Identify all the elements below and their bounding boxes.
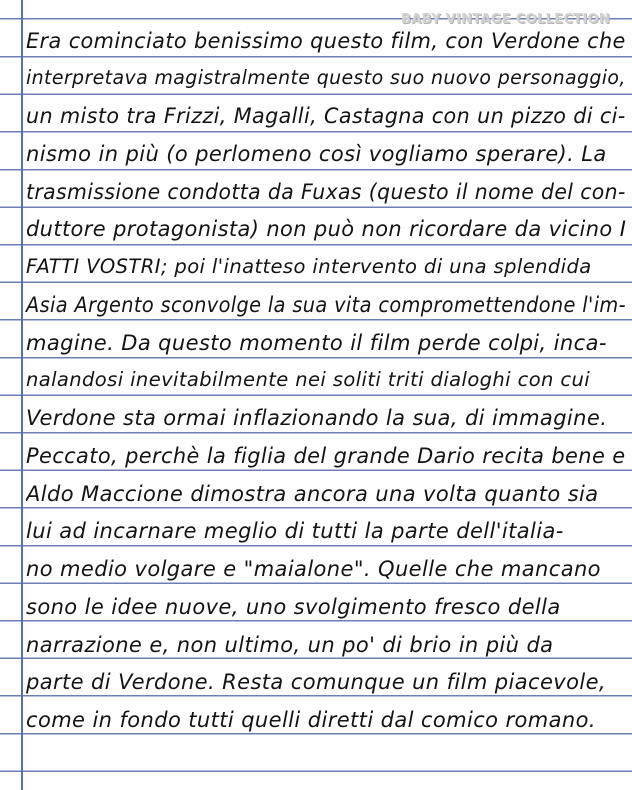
text-line-19: come in fondo tutti quelli diretti dal comico romano. [26, 708, 596, 732]
text-line-13: Aldo Maccione dimostra ancora una volta quanto sia [26, 482, 599, 506]
text-line-16: sono le idee nuove, uno svolgimento fresco della [26, 595, 561, 619]
text-line-14: lui ad incarnare meglio di tutti la parte dell'italia- [26, 519, 564, 543]
text-line-4: nismo in più (o perlomeno così vogliamo sperare). La [26, 142, 607, 166]
text-line-11: Verdone sta ormai inflazionando la sua, di immagine. [26, 406, 608, 430]
text-line-2: interpretava magistralmente questo suo nuovo personaggio, [26, 66, 626, 89]
text-line-17: narrazione e, non ultimo, un po' di brio in più da [26, 633, 554, 657]
text-line-7: FATTI VOSTRI; poi l'inatteso intervento di una splendida [26, 255, 592, 278]
text-line-3: un misto tra Frizzi, Magalli, Castagna con un pizzo di ci- [26, 104, 626, 128]
text-line-10: nalandosi inevitabilmente nei soliti triti dialoghi con cui [26, 368, 591, 391]
watermark: BABY VINTAGE COLLECTION [401, 12, 610, 27]
text-line-12: Peccato, perchè la figlia del grande Dario recita bene e [26, 444, 626, 468]
text-line-6: duttore protagonista) non può non ricordare da vicino I [26, 217, 627, 241]
text-line-8: Asia Argento sconvolge la sua vita compromettendone l'im- [26, 293, 626, 317]
text-line-9: magine. Da questo momento il film perde colpi, inca- [26, 331, 607, 355]
text-line-5: trasmissione condotta da Fuxas (questo il nome del con- [26, 180, 626, 204]
text-line-18: parte di Verdone. Resta comunque un film piacevole, [26, 670, 606, 694]
text-line-15: no medio volgare e "maialone". Quelle che mancano [26, 557, 601, 581]
text-line-1: Era cominciato benissimo questo film, con Verdone che [26, 29, 626, 53]
